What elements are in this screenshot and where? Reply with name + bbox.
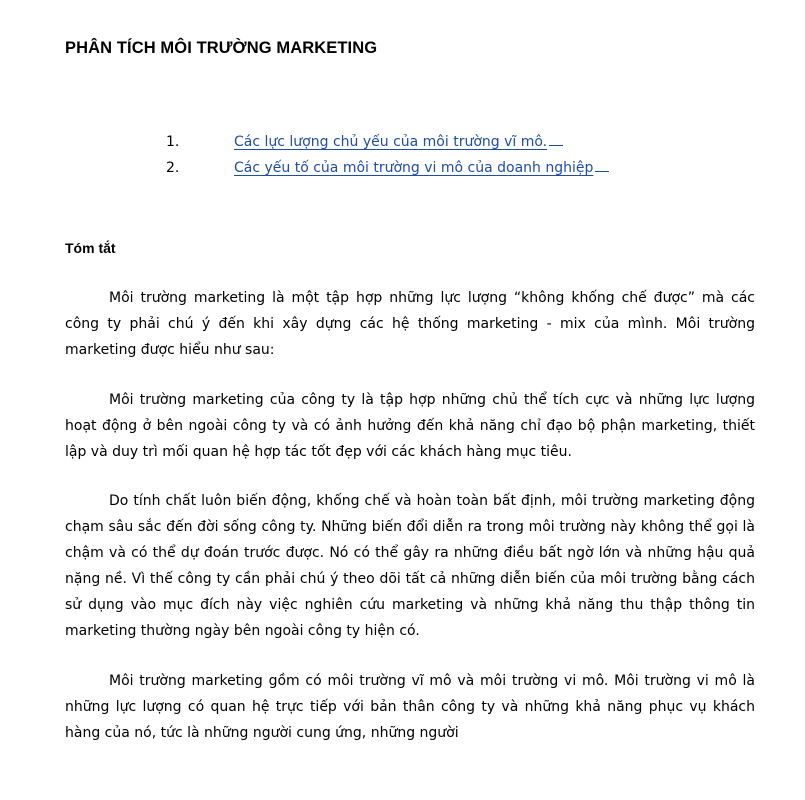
paragraph-2: Môi trường marketing của công ty là tập hợp những chủ thể tích cực và những lực lượng hoạt động ở bên ngoài công ty và có ảnh hưởng đến khả năng chỉ đạo bộ phận marketing, thiết lập và duy trì mối quan hệ hợp tác tốt đẹp với các khách hàng mục tiêu. [65,391,755,460]
summary-heading: Tóm tắt [65,240,116,256]
paragraph-4: Môi trường marketing gồm có môi trường vĩ mô và môi trường vi mô. Môi trường vi mô là những lực lượng có quan hệ trực tiếp với bản thân công ty và những khả năng phục vụ khách hàng của nó, tức là những người cung ứng, những người [65,672,755,741]
paragraph-3: Do tính chất luôn biến động, khống chế và hoàn toàn bất định, môi trường marketing động chạm sâu sắc đến đời sống công ty. Những biến đổi diễn ra trong môi trường này không thể gọi là chậm và có thể dự đoán trước được. Nó có thể gây ra những điều bất ngờ lớn và những hậu quả nặng nề. Vì thế công ty cần phải chú ý theo dõi tất cả những diễn biến của môi trường bằng cách sử dụng vào mục đích này việc nghiên cứu marketing và những khả năng thu thập thông tin marketing thường ngày bên ngoài công ty hiện có. [65,493,755,639]
toc-link-underline-tail [595,159,609,172]
toc-link-micro-environment[interactable]: Các yếu tố của môi trường vi mô của doanh nghiệp [234,160,594,176]
toc-number: 1. [166,134,180,150]
toc-item-1 [166,131,609,157]
toc-link-macro-environment[interactable]: Các lực lượng chủ yếu của môi trường vĩ mô. [234,134,548,150]
document-title: PHÂN TÍCH MÔI TRƯỜNG MARKETING [65,39,378,57]
table-of-contents [166,131,609,183]
toc-link-underline-tail [549,133,563,146]
body-text [65,286,755,771]
paragraph-1: Môi trường marketing là một tập hợp những lực lượng “không khống chế được” mà các công ty phải chú ý đến khi xây dựng các hệ thống marketing - mix của mình. Môi trường marketing được hiểu như sau: [65,290,755,358]
toc-number: 2. [166,160,180,176]
toc-item-2 [166,157,609,183]
